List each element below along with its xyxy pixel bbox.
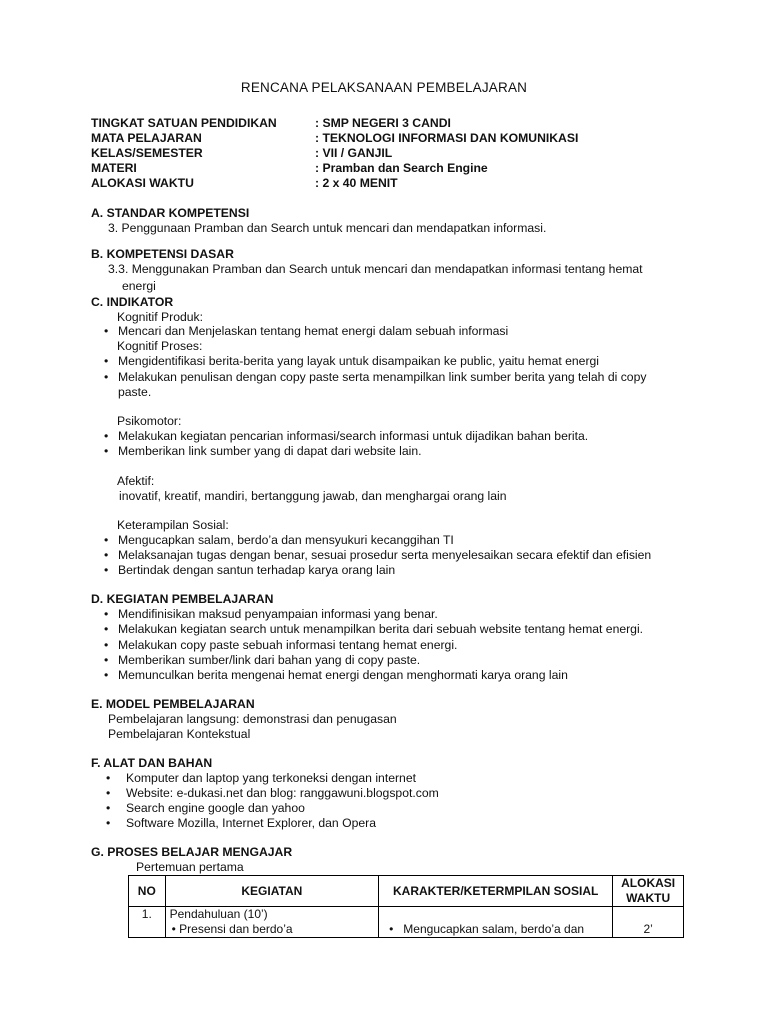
alokasi-value: 2’ bbox=[643, 922, 653, 936]
bullet-icon: • bbox=[104, 653, 109, 667]
meta-row bbox=[91, 161, 578, 176]
list-item: • Memberikan sumber/link dari bahan yang di copy paste. bbox=[104, 653, 421, 667]
section-f-heading: F. ALAT DAN BAHAN bbox=[91, 756, 213, 770]
bullet-icon: • bbox=[106, 816, 111, 830]
bullet-icon: • bbox=[104, 548, 109, 562]
cell-alokasi bbox=[613, 907, 684, 938]
bullet-icon: • bbox=[104, 370, 109, 384]
meta-value: : 2 x 40 MENIT bbox=[315, 176, 398, 190]
list-item: • Memunculkan berita mengenai hemat energi dengan menghormati karya orang lain bbox=[104, 668, 568, 682]
bullet-icon: • bbox=[104, 444, 109, 458]
section-a-heading: A. STANDAR KOMPETENSI bbox=[91, 206, 250, 220]
cell-kegiatan bbox=[165, 907, 379, 938]
meta-row bbox=[91, 146, 578, 161]
list-item: • Mencari dan Menjelaskan tentang hemat energi dalam sebuah informasi bbox=[104, 324, 509, 338]
meta-key: ALOKASI WAKTU bbox=[91, 176, 194, 190]
list-item: • Komputer dan laptop yang terkoneksi dengan internet bbox=[106, 771, 416, 785]
table-row bbox=[129, 907, 684, 938]
cell-karakter bbox=[379, 907, 613, 938]
afektif-text: inovatif, kreatif, mandiri, bertanggung jawab, dan menghargai orang lain bbox=[119, 489, 507, 503]
meta-value: : Pramban dan Search Engine bbox=[315, 161, 488, 175]
section-a-text: 3. Penggunaan Pramban dan Search untuk mencari dan mendapatkan informasi. bbox=[108, 221, 547, 235]
pertemuan-label: Pertemuan pertama bbox=[136, 860, 244, 874]
spacer bbox=[617, 907, 679, 922]
list-item: • Website: e-dukasi.net dan blog: ranggawuni.blogspot.com bbox=[106, 786, 439, 800]
section-c-heading: C. INDIKATOR bbox=[91, 295, 174, 309]
kegiatan-item: • Presensi dan berdo’a bbox=[171, 922, 293, 936]
col-header-karakter: KARAKTER/KETERMPILAN SOSIAL bbox=[379, 876, 613, 907]
meta-key: MATA PELAJARAN bbox=[91, 131, 202, 145]
bullet-icon: • bbox=[104, 354, 109, 368]
afektif-label: Afektif: bbox=[117, 474, 155, 488]
list-item: • Mendifinisikan maksud penyampaian informasi yang benar. bbox=[104, 607, 438, 621]
kognitif-proses-label: Kognitif Proses: bbox=[117, 339, 203, 353]
bullet-icon: • bbox=[104, 668, 109, 682]
meta-value: : VII / GANJIL bbox=[315, 146, 393, 160]
section-d-heading: D. KEGIATAN PEMBELAJARAN bbox=[91, 592, 274, 606]
meta-key: KELAS/SEMESTER bbox=[91, 146, 203, 160]
col-header-kegiatan: KEGIATAN bbox=[165, 876, 379, 907]
kegiatan-title: Pendahuluan (10’) bbox=[169, 907, 268, 921]
bullet-icon: • bbox=[106, 801, 111, 815]
spacer bbox=[383, 907, 608, 922]
list-item: • Memberikan link sumber yang di dapat dari website lain. bbox=[104, 444, 422, 458]
bullet-icon: • bbox=[106, 771, 111, 785]
bullet-icon: • bbox=[104, 607, 109, 621]
meta-key: TINGKAT SATUAN PENDIDIKAN bbox=[91, 116, 277, 130]
list-item: • Mengucapkan salam, berdo’a dan mensyukuri kecanggihan TI bbox=[104, 533, 454, 547]
bullet-icon: • bbox=[104, 638, 109, 652]
section-b-line2: energi bbox=[122, 279, 156, 293]
list-item-continuation: paste. bbox=[118, 385, 152, 399]
bullet-icon: • bbox=[104, 563, 109, 577]
bullet-icon: • bbox=[104, 429, 109, 443]
list-item: • Melakukan kegiatan pencarian informasi/search informasi untuk dijadikan bahan berita. bbox=[104, 429, 589, 443]
meta-row bbox=[91, 116, 578, 131]
list-item: • Melakukan kegiatan search untuk menampilkan berita dari sebuah website tentang hemat energi. bbox=[104, 622, 644, 636]
meta-block bbox=[91, 116, 578, 191]
model-line1: Pembelajaran langsung: demonstrasi dan penugasan bbox=[108, 712, 397, 726]
bullet-icon: • bbox=[389, 922, 404, 936]
kognitif-produk-label: Kognitif Produk: bbox=[117, 310, 204, 324]
section-b-heading: B. KOMPETENSI DASAR bbox=[91, 247, 234, 261]
section-e-heading: E. MODEL PEMBELAJARAN bbox=[91, 697, 255, 711]
karakter-item: • Mengucapkan salam, berdo’a dan bbox=[389, 922, 585, 936]
meta-row bbox=[91, 176, 578, 191]
col-header-alokasi: ALOKASI WAKTU bbox=[613, 876, 684, 907]
list-item: • Bertindak dengan santun terhadap karya orang lain bbox=[104, 563, 396, 577]
meta-value: : SMP NEGERI 3 CANDI bbox=[315, 116, 451, 130]
list-item: • Melakukan copy paste sebuah informasi tentang hemat energi. bbox=[104, 638, 458, 652]
section-b-line1: 3.3. Menggunakan Pramban dan Search untuk mencari dan mendapatkan informasi tentang hemat bbox=[108, 262, 643, 276]
bullet-icon: • bbox=[106, 786, 111, 800]
keterampilan-sosial-label: Keterampilan Sosial: bbox=[117, 518, 229, 532]
meta-key: MATERI bbox=[91, 161, 137, 175]
document-title: RENCANA PELAKSANAAN PEMBELAJARAN bbox=[240, 80, 528, 95]
bullet-icon: • bbox=[171, 922, 180, 936]
list-item: • Mengidentifikasi berita-berita yang layak untuk disampaikan ke public, yaitu hemat energi bbox=[104, 354, 599, 368]
cell-no: 1. bbox=[129, 907, 166, 938]
model-line2: Pembelajaran Kontekstual bbox=[108, 727, 251, 741]
table-header-row bbox=[129, 876, 684, 907]
bullet-icon: • bbox=[104, 324, 109, 338]
schedule-table bbox=[128, 875, 684, 938]
list-item: • Search engine google dan yahoo bbox=[106, 801, 305, 815]
list-item: • Melaksanajan tugas dengan benar, sesuai prosedur serta menyelesaikan secara efektif dan efisien bbox=[104, 548, 652, 562]
meta-row bbox=[91, 131, 578, 146]
meta-value: : TEKNOLOGI INFORMASI DAN KOMUNIKASI bbox=[315, 131, 579, 145]
bullet-icon: • bbox=[104, 533, 109, 547]
list-item: • Software Mozilla, Internet Explorer, dan Opera bbox=[106, 816, 376, 830]
list-item: • Melakukan penulisan dengan copy paste serta menampilkan link sumber berita yang telah di copy bbox=[104, 370, 647, 384]
section-g-heading: G. PROSES BELAJAR MENGAJAR bbox=[91, 845, 293, 859]
bullet-icon: • bbox=[104, 622, 109, 636]
psikomotor-label: Psikomotor: bbox=[117, 414, 182, 428]
col-header-no: NO bbox=[129, 876, 166, 907]
